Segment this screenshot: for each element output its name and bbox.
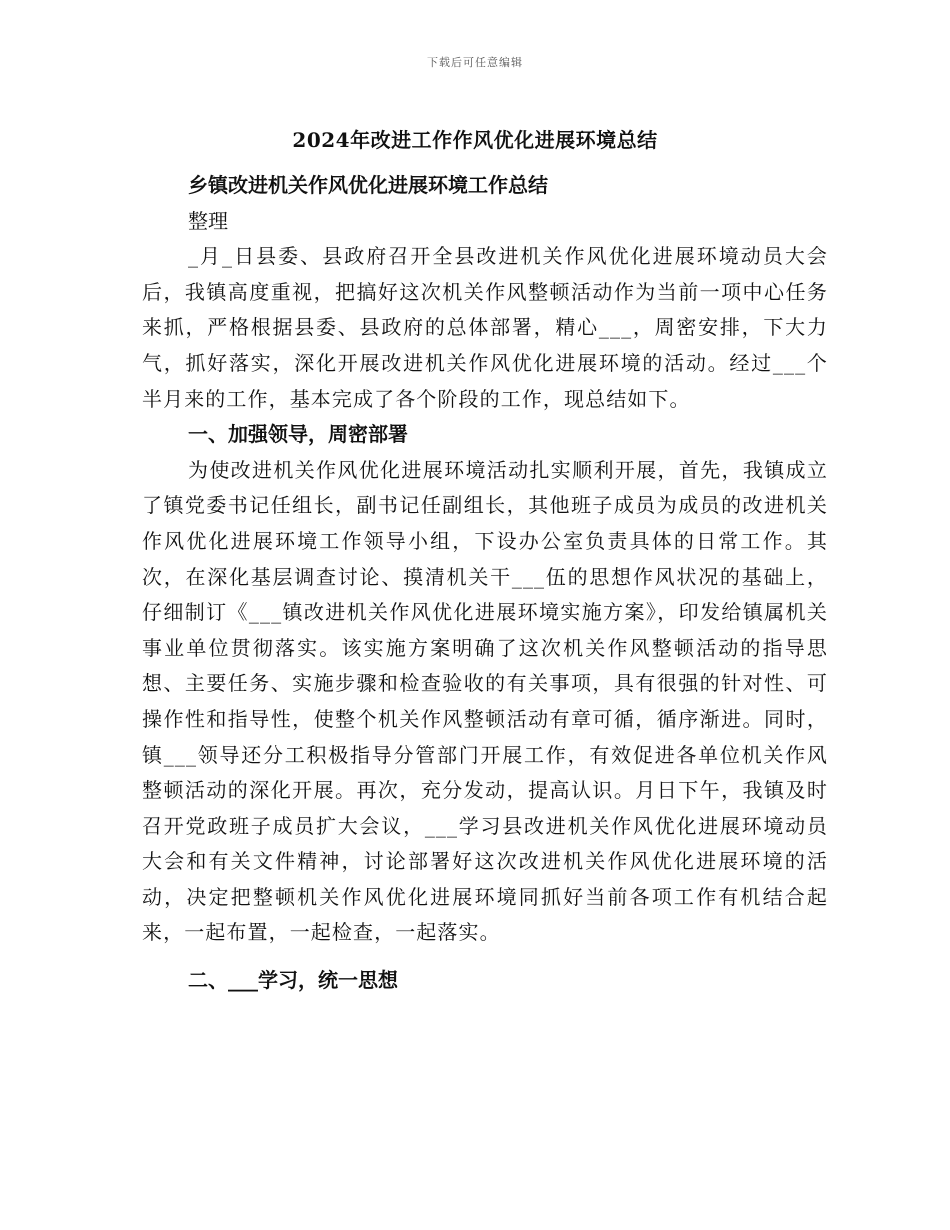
intro-paragraph: _月_日县委、县政府召开全县改进机关作风优化进展环境动员大会后，我镇高度重视，把搞好这次机关作风整顿活动作为当前一项中心任务来抓，严格根据县委、县政府的总体部署，精心___，周密安排，下大力气，抓好落实，深化开展改进机关作风优化进展环境的活动。经过___个半月来的工作，基本完成了各个阶段的工作，现总结如下。: [142, 244, 828, 411]
section-1-paragraph: 为使改进机关作风优化进展环境活动扎实顺利开展，首先，我镇成立了镇党委书记任组长，副书记任副组长，其他班子成员为成员的改进机关作风优化进展环境工作领导小组，下设办公室负责具体的日常工作。其次，在深化基层调查讨论、摸清机关干___伍的思想作风状况的基础上，仔细制订《___镇改进机关作风优化进展环境实施方案》，印发给镇属机关事业单位贯彻落实。该实施方案明确了这次机关作风整顿活动的指导思想、主要任务、实施步骤和检查验收的有关事项，具有很强的针对性、可操作性和指导性，使整个机关作风整顿活动有章可循，循序渐进。同时，镇___领导还分工积极指导分管部门开展工作，有效促进各单位机关作风整顿活动的深化开展。再次，充分发动，提高认识。月日下午，我镇及时召开党政班子成员扩大会议，___学习县改进机关作风优化进展环境动员大会和有关文件精神，讨论部署好这次改进机关作风优化进展环境的活动，决定把整顿机关作风优化进展环境同抓好当前各项工作有机结合起来，一起布置，一起检查，一起落实。: [142, 457, 828, 945]
header-note: 下载后可任意编辑: [427, 56, 523, 69]
document-title: 2024年改进工作作风优化进展环境总结: [292, 128, 658, 152]
compiled-label: 整理: [188, 208, 228, 233]
document-subtitle: 乡镇改进机关作风优化进展环境工作总结: [188, 173, 548, 197]
section-heading-2: 二、___学习，统一思想: [188, 968, 398, 993]
section-heading-1: 一、加强领导，周密部署: [188, 422, 408, 447]
document-body: [142, 168, 828, 999]
